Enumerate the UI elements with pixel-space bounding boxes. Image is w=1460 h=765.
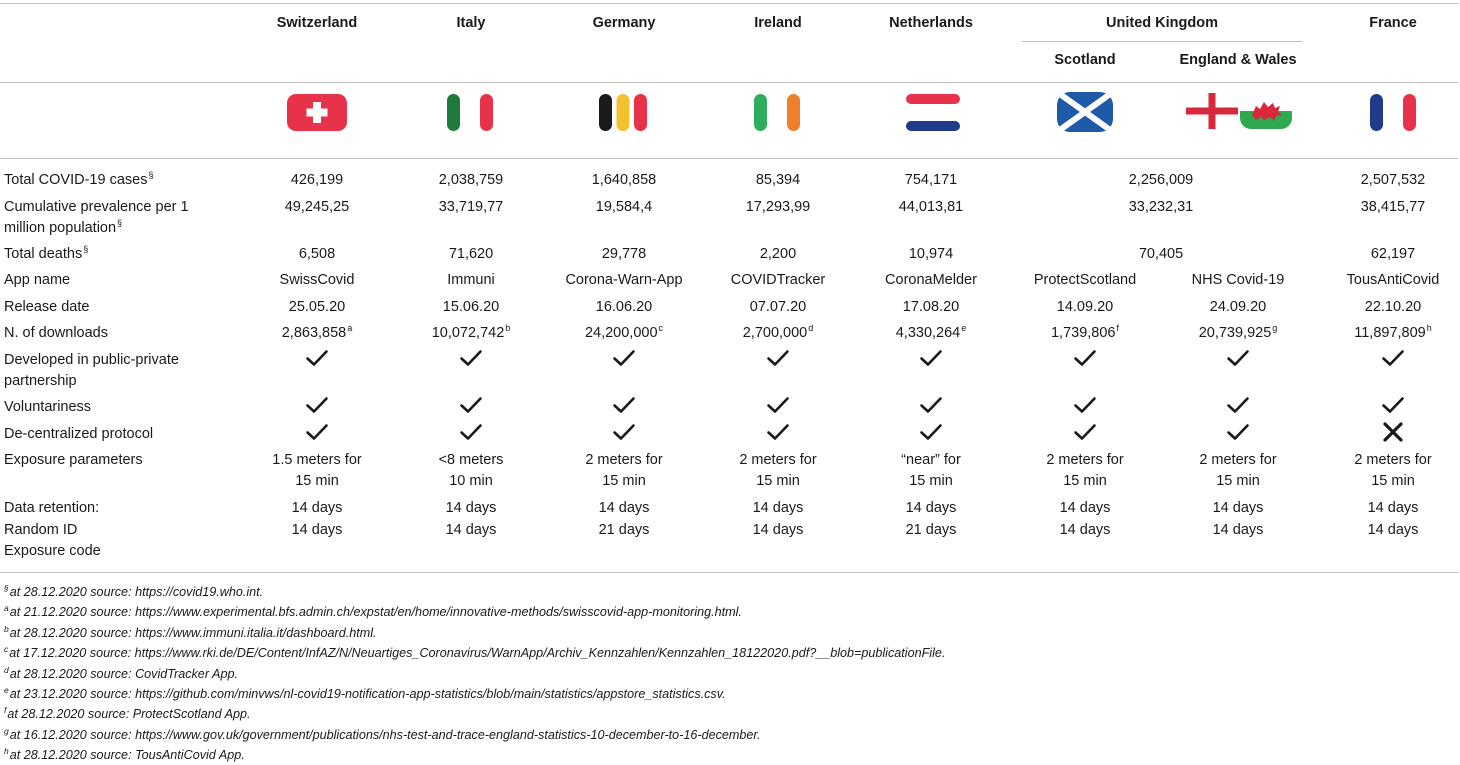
cell-random-id (703, 498, 853, 519)
footnote-mark: g (4, 725, 9, 736)
footnote-text: at 23.12.2020 source: https://github.com/minvws/nl-covid19-notification-app-statistics/blob/main/statistics/appstore_statistics.csv. (9, 687, 726, 701)
header-england-wales: England & Wales (1179, 52, 1297, 68)
cell-exposure-code-value: 21 days (598, 522, 650, 538)
check-icon (305, 422, 329, 442)
cell-app-name (703, 270, 853, 291)
cell-exposure-value: 2 meters for (1046, 452, 1124, 468)
body-rule (0, 158, 1458, 159)
footnote-mark: d (4, 664, 9, 675)
cell-exposure-2-value: 15 min (1371, 473, 1415, 489)
cell-total_cases-value: 1,640,858 (591, 172, 657, 188)
footnote-text: at 28.12.2020 source: https://covid19.who.int. (9, 585, 264, 599)
cell-exposure-2 (242, 471, 392, 492)
cell-release-date-value: 22.10.20 (1364, 299, 1422, 315)
check-icon (305, 348, 329, 368)
cell-downloads-footnote-mark: d (808, 323, 814, 333)
check-icon (766, 422, 790, 442)
check-icon (1073, 348, 1097, 368)
cell-random-id-value: 14 days (905, 500, 957, 516)
footnote (4, 644, 945, 663)
footnote-text: at 16.12.2020 source: https://www.gov.uk/government/publications/nhs-test-and-trace-england-statistics-10-december-to-16-december. (9, 727, 761, 742)
cell-prevalence (856, 197, 1006, 218)
header-ireland: Ireland (754, 15, 802, 31)
cell-random-id-value: 14 days (291, 500, 343, 516)
footnote (4, 685, 726, 704)
cell-deaths-france (1318, 244, 1460, 265)
cell-random-id (1010, 498, 1160, 519)
cell-app-name (396, 270, 546, 291)
cell-downloads-footnote-mark: b (505, 323, 511, 333)
cell-exposure-2-value: 10 min (449, 473, 493, 489)
cell-exposure-2 (703, 471, 853, 492)
check-icon (766, 348, 790, 368)
cell-release-date-value: 25.05.20 (288, 299, 346, 315)
cell-total_cases (396, 170, 546, 191)
cell-total_cases-uk-value: 2,256,009 (1128, 172, 1194, 188)
cell-downloads-value: 24,200,000 (584, 325, 658, 341)
cell-app-name-value: TousAntiCovid (1346, 272, 1440, 288)
cell-exposure-code (549, 520, 699, 541)
cell-total_cases-france (1318, 170, 1460, 191)
cell-exposure-2 (1163, 471, 1313, 492)
cell-exposure-code-value: 14 days (445, 522, 497, 538)
cell-exposure-code-value: 14 days (1367, 522, 1419, 538)
cell-prevalence (703, 197, 853, 218)
footer-rule (0, 572, 1458, 573)
label-total-cases: Total COVID-19 cases§ (4, 170, 154, 188)
footnote-text: at 28.12.2020 source: TousAntiCovid App. (9, 748, 245, 763)
check-icon (1226, 348, 1250, 368)
cell-downloads-value: 1,739,806 (1050, 325, 1116, 341)
header-netherlands: Netherlands (889, 15, 973, 31)
cell-total_cases-uk (1086, 170, 1236, 191)
top-rule (0, 3, 1458, 4)
footnote-text: at 28.12.2020 source: https://www.immuni.italia.it/dashboard.html. (9, 625, 377, 640)
label-random-id: Random ID (4, 522, 78, 538)
check-icon (919, 422, 943, 442)
cell-app-name (1163, 270, 1313, 291)
footnote-text: at 28.12.2020 source: ProtectScotland App. (7, 707, 251, 722)
cell-downloads (703, 323, 853, 345)
header-italy: Italy (456, 15, 486, 31)
cell-total_cases-value: 754,171 (904, 172, 958, 188)
label-decentralized: De-centralized protocol (4, 426, 154, 442)
cell-random-id (396, 498, 546, 519)
cell-release-date (1163, 297, 1313, 318)
footnote-mark: f (4, 705, 7, 716)
footnote (4, 746, 245, 765)
check-icon (1073, 395, 1097, 415)
cell-app-name (549, 270, 699, 291)
cell-prevalence-value: 44,013,81 (898, 199, 964, 215)
cell-prevalence (242, 197, 392, 218)
cell-exposure-code (1010, 520, 1160, 541)
cell-total_cases-france-value: 2,507,532 (1360, 172, 1426, 188)
cell-exposure (242, 450, 392, 471)
cell-downloads (1163, 323, 1313, 345)
cell-app-name-value: NHS Covid-19 (1191, 272, 1285, 288)
cell-prevalence-value: 49,245,25 (284, 199, 350, 215)
cell-release-date (1318, 297, 1460, 318)
check-icon (612, 422, 636, 442)
cell-exposure-code-value: 14 days (1212, 522, 1264, 538)
cell-exposure-2 (856, 471, 1006, 492)
cell-total_cases (242, 170, 392, 191)
check-icon (612, 348, 636, 368)
cell-deaths-value: 10,974 (908, 246, 954, 262)
cell-exposure-2 (1010, 471, 1160, 492)
france-flag (1367, 94, 1419, 131)
cell-downloads (242, 323, 392, 345)
cell-downloads (396, 323, 546, 345)
header-united-kingdom: United Kingdom (1106, 15, 1218, 31)
cell-deaths-value: 29,778 (601, 246, 647, 262)
check-icon (459, 395, 483, 415)
cell-downloads (1010, 323, 1160, 345)
cell-total_cases (856, 170, 1006, 191)
cell-downloads-value: 2,863,858 (281, 325, 347, 341)
cell-exposure (1163, 450, 1313, 471)
label-data-retention: Data retention: (4, 500, 100, 516)
check-icon (1381, 348, 1405, 368)
cell-total_cases (703, 170, 853, 191)
cell-prevalence (396, 197, 546, 218)
cell-deaths (396, 244, 546, 265)
label-exposure-code: Exposure code (4, 543, 101, 559)
cell-release-date (242, 297, 392, 318)
cell-deaths-uk (1086, 244, 1236, 265)
cell-total_cases-value: 85,394 (755, 172, 801, 188)
cell-release-date (703, 297, 853, 318)
header-switzerland: Switzerland (276, 15, 358, 31)
cell-exposure-code-value: 14 days (752, 522, 804, 538)
cell-deaths (549, 244, 699, 265)
cell-exposure (703, 450, 853, 471)
label-downloads: N. of downloads (4, 325, 108, 341)
cell-downloads-value: 4,330,264 (895, 325, 961, 341)
switzerland-flag (287, 94, 347, 131)
cell-total_cases (549, 170, 699, 191)
cell-random-id (856, 498, 1006, 519)
cell-exposure-2-value: 15 min (1063, 473, 1107, 489)
cell-exposure-code (856, 520, 1006, 541)
header-scotland: Scotland (1054, 52, 1116, 68)
cell-app-name (856, 270, 1006, 291)
footnote (4, 603, 742, 622)
label-exposure: Exposure parameters (4, 452, 143, 468)
cell-downloads (549, 323, 699, 345)
check-icon (766, 395, 790, 415)
cell-random-id-value: 14 days (1212, 500, 1264, 516)
cell-prevalence-value: 17,293,99 (745, 199, 811, 215)
cell-exposure-value: 2 meters for (585, 452, 663, 468)
cell-app-name-value: ProtectScotland (1033, 272, 1137, 288)
cell-downloads-value: 20,739,925 (1198, 325, 1272, 341)
cell-app-name-value: CoronaMelder (885, 272, 977, 288)
label-app-name: App name (4, 272, 71, 288)
cell-release-date (1010, 297, 1160, 318)
cell-exposure-2-value: 15 min (1216, 473, 1260, 489)
cell-total_cases-value: 2,038,759 (438, 172, 504, 188)
check-icon (1381, 395, 1405, 415)
cell-release-date (856, 297, 1006, 318)
footnote-mark: § (4, 583, 9, 593)
cell-exposure-code-value: 14 days (291, 522, 343, 538)
cell-exposure-code-value: 14 days (1059, 522, 1111, 538)
cell-exposure-value: <8 meters (438, 452, 504, 468)
cell-prevalence-france (1318, 197, 1460, 218)
cell-release-date-value: 15.06.20 (442, 299, 500, 315)
cell-downloads-footnote-mark: f (1116, 323, 1120, 333)
check-icon (459, 422, 483, 442)
check-icon (919, 348, 943, 368)
cell-downloads-footnote-mark: g (1272, 323, 1278, 333)
cell-app-name-value: Corona-Warn-App (565, 272, 683, 288)
cell-exposure-code-value: 21 days (905, 522, 957, 538)
italy-flag (444, 94, 496, 131)
cell-prevalence-uk-value: 33,232,31 (1128, 199, 1194, 215)
cell-exposure-2 (1318, 471, 1460, 492)
cell-random-id (1318, 498, 1460, 519)
cell-random-id (549, 498, 699, 519)
cell-exposure-code (396, 520, 546, 541)
cell-random-id-value: 14 days (598, 500, 650, 516)
header-rule (0, 82, 1458, 83)
cell-exposure (549, 450, 699, 471)
cell-prevalence-uk (1086, 197, 1236, 218)
cell-exposure-2-value: 15 min (909, 473, 953, 489)
cell-deaths-france-value: 62,197 (1370, 246, 1416, 262)
cell-deaths-value: 6,508 (298, 246, 336, 262)
cell-exposure-2-value: 15 min (295, 473, 339, 489)
england-flag (1186, 93, 1238, 129)
cell-random-id-value: 14 days (1367, 500, 1419, 516)
cell-exposure-code (1318, 520, 1460, 541)
cell-downloads-footnote-mark: a (347, 323, 353, 333)
cell-random-id-value: 14 days (445, 500, 497, 516)
label-ppp-2: partnership (4, 373, 77, 389)
uk-group-rule (1022, 41, 1302, 42)
cell-release-date-value: 14.09.20 (1056, 299, 1114, 315)
cell-downloads-value: 11,897,809 (1354, 325, 1426, 341)
cell-release-date-value: 16.06.20 (595, 299, 653, 315)
cell-exposure (856, 450, 1006, 471)
cell-downloads-footnote-mark: c (658, 323, 664, 333)
cell-deaths (856, 244, 1006, 265)
cell-total_cases-value: 426,199 (290, 172, 344, 188)
cell-exposure-value: 2 meters for (1199, 452, 1277, 468)
footnote (4, 705, 251, 724)
cell-app-name (1318, 270, 1460, 291)
cell-release-date (396, 297, 546, 318)
footnote-mark: h (4, 746, 9, 757)
cell-deaths-value: 71,620 (448, 246, 494, 262)
label-voluntariness: Voluntariness (4, 399, 92, 415)
cell-exposure-value: 2 meters for (739, 452, 817, 468)
cell-exposure-2-value: 15 min (602, 473, 646, 489)
wales-flag (1240, 93, 1292, 129)
check-icon (1226, 395, 1250, 415)
cell-app-name-value: SwissCovid (279, 272, 355, 288)
cell-exposure (1318, 450, 1460, 471)
footnote-mark: a (4, 603, 9, 614)
check-icon (919, 395, 943, 415)
cell-exposure-value: 2 meters for (1354, 452, 1432, 468)
footnote (4, 583, 263, 602)
cell-exposure-code (1163, 520, 1313, 541)
cell-exposure-2-value: 15 min (756, 473, 800, 489)
cell-prevalence (549, 197, 699, 218)
cell-exposure-value: “near” for (901, 452, 961, 468)
cell-exposure (1010, 450, 1160, 471)
cell-exposure-code (242, 520, 392, 541)
cell-exposure-value: 1.5 meters for (272, 452, 362, 468)
footnote-text: at 17.12.2020 source: https://www.rki.de/DE/Content/InfAZ/N/Neuartiges_Coronavirus/WarnApp/Archiv_Kennzahlen/Kennzahlen_18122020.pdf?__blob=publicationFile. (9, 646, 946, 661)
cell-random-id (1163, 498, 1313, 519)
cell-exposure-2 (396, 471, 546, 492)
check-icon (1226, 422, 1250, 442)
label-prevalence-2: million population§ (4, 218, 123, 236)
check-icon (612, 395, 636, 415)
cell-prevalence-value: 33,719,77 (438, 199, 504, 215)
cell-release-date-value: 07.07.20 (749, 299, 807, 315)
footnote-mark: c (4, 644, 9, 655)
cell-downloads (1318, 323, 1460, 345)
header-france: France (1369, 15, 1417, 31)
cell-downloads-value: 2,700,000 (742, 325, 808, 341)
footnote (4, 624, 377, 643)
footnote-text: at 21.12.2020 source: https://www.experimental.bfs.admin.ch/expstat/en/home/innovative-methods/swisscovid-app-monitoring.html. (9, 605, 742, 620)
footnote (4, 726, 761, 745)
cell-app-name-value: COVIDTracker (730, 272, 826, 288)
cell-exposure-code (703, 520, 853, 541)
cell-random-id-value: 14 days (752, 500, 804, 516)
scotland-flag (1057, 92, 1113, 132)
footnote-mark: e (4, 685, 9, 695)
cell-prevalence-france-value: 38,415,77 (1360, 199, 1426, 215)
cell-prevalence-value: 19,584,4 (595, 199, 653, 215)
cell-app-name (242, 270, 392, 291)
cell-random-id-value: 14 days (1059, 500, 1111, 516)
footnote-text: at 28.12.2020 source: CovidTracker App. (9, 666, 238, 681)
label-total-deaths: Total deaths§ (4, 244, 89, 262)
cell-deaths (242, 244, 392, 265)
check-icon (305, 395, 329, 415)
cell-exposure-2 (549, 471, 699, 492)
check-icon (459, 348, 483, 368)
cell-deaths-uk-value: 70,405 (1138, 246, 1184, 262)
cell-release-date-value: 24.09.20 (1209, 299, 1267, 315)
label-ppp: Developed in public-private (4, 352, 179, 368)
cell-app-name (1010, 270, 1160, 291)
check-icon (1073, 422, 1097, 442)
cell-release-date (549, 297, 699, 318)
netherlands-flag (905, 94, 961, 131)
cross-icon (1381, 422, 1405, 442)
cell-release-date-value: 17.08.20 (902, 299, 960, 315)
label-release-date: Release date (4, 299, 90, 315)
cell-random-id (242, 498, 392, 519)
footnote (4, 665, 238, 684)
germany-flag (597, 94, 649, 131)
header-germany: Germany (592, 15, 656, 31)
cell-deaths-value: 2,200 (759, 246, 797, 262)
ireland-flag (751, 94, 803, 131)
cell-downloads-footnote-mark: h (1426, 323, 1432, 333)
cell-app-name-value: Immuni (447, 272, 495, 288)
footnote-mark: b (4, 623, 9, 634)
cell-downloads-footnote-mark: e (961, 323, 967, 333)
cell-deaths (703, 244, 853, 265)
cell-downloads (856, 323, 1006, 345)
cell-downloads-value: 10,072,742 (431, 325, 505, 341)
cell-exposure (396, 450, 546, 471)
label-prevalence: Cumulative prevalence per 1 (4, 199, 189, 215)
